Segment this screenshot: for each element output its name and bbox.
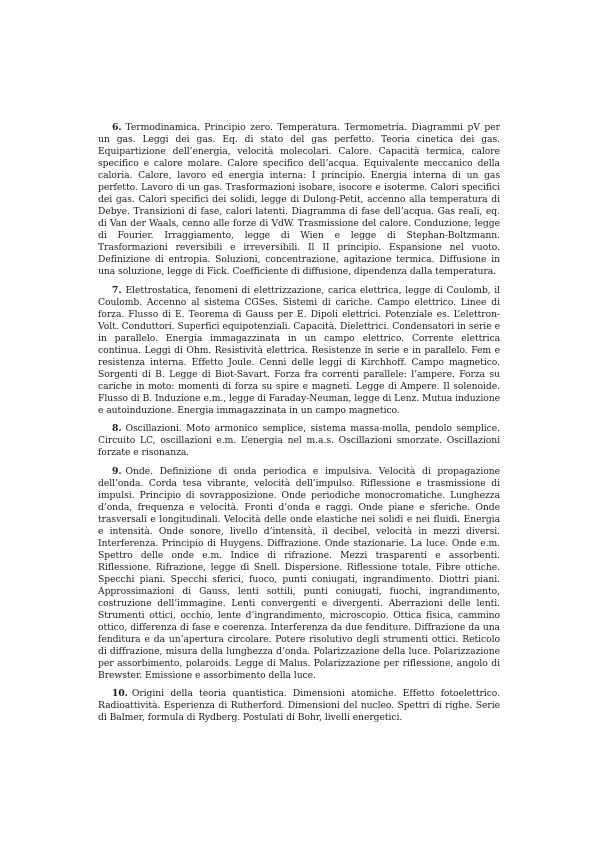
section-7 xyxy=(98,285,500,417)
section-text: Oscillazioni. Moto armonico semplice, sistema massa-molla, pendolo semplice. Circuito LC, oscillazioni e.m. L’energia nel m.a.s. Oscillazioni smorzate. Oscillazioni forzate e risonanza. xyxy=(98,423,500,458)
section-number: 6. xyxy=(112,122,122,133)
section-number: 10. xyxy=(112,688,128,699)
section-10 xyxy=(98,688,500,724)
section-text: Onde. Definizione di onda periodica e impulsiva. Velocità di propagazione dell’onda. Corda tesa vibrante, velocità dell’impulso. Riflessione e trasmissione di impulsi. Principio di sovrapposizione. Onde periodiche monocromatiche. Lunghezza d’onda, frequenza e velocità. Fronti d’onda e raggi. Onde piane e sferiche. Onde trasversali e longitudinali. Velocità delle onde elastiche nei solidi e nei fluidi. Energia e intensità. Onde sonore, livello d’intensità, il decibel, velocità in mezzi diversi. Interferenza. Principio di Huygens. Diffrazione. Onde stazionarie. La luce. Onde e.m. Spettro delle onde e.m. Indice di rifrazione. Mezzi trasparenti e assorbenti. Riflessione. Rifrazione, legge di Snell. Dispersione. Riflessione totale. Fibre ottiche. Specchi piani. Specchi sferici, fuoco, punti coniugati, ingrandimento. Diottri piani. Approssimazioni di Gauss, lenti sottili, punti coniugati, fuochi, ingrandimento, costruzione dell’immagine. Lenti convergenti e divergenti. Aberrazioni delle lenti. Strumenti ottici, occhio, lente d’ingrandimento, microscopio. Ottica fisica, cammino ottico, differenza di fase e coerenza. Interferenza da due fenditure. Diffrazione da una fenditura e da un’apertura circolare. Potere risolutivo degli strumenti ottici. Reticolo di diffrazione, misura della lunghezza d’onda. Polarizzazione della luce. Polarizzazione per assorbimento, polaroids. Legge di Malus. Polarizzazione per riflessione, angolo di Brewster. Emissione e assorbimento della luce. xyxy=(98,465,500,681)
section-text: Origini della teoria quantistica. Dimensioni atomiche. Effetto fotoelettrico. Radioattività. Esperienza di Rutherford. Dimensioni del nucleo. Spettri di righe. Serie di Balmer, formula di Rydberg. Postulati di Bohr, livelli energetici. xyxy=(98,688,500,723)
section-8 xyxy=(98,423,500,459)
section-number: 7. xyxy=(112,284,122,296)
section-text: Elettrostatica, fenomeni di elettrizzazione, carica elettrica, legge di Coulomb, il Coulomb. Accenno al sistema CGSes. Sistemi di cariche. Campo elettrico. Linee di forza. Flusso di E. Teorema di Gauss per E. Dipoli elettrici. Potenziale es. L’elettron-Volt. Conduttori. Superfici equipotenziali. Capacità. Dielettrici. Condensatori in serie e in parallelo. Energia immagazzinata in un campo elettrico. Corrente elettrica continua. Leggi di Ohm. Resistività elettrica. Resistenze in serie e in parallelo. Fem e resistenza interna. Effetto Joule. Cenni delle leggi di Kirchhoff. Campo magnetico. Sorgenti di B. Legge di Biot-Savart. Forza fra correnti parallele: l’ampere. Forza su cariche in moto: momenti di forza su spire e magneti. Legge di Ampere. Il solenoide. Flusso di B. Induzione e.m., legge di Faraday-Neuman, legge di Lenz. Mutua induzione e autoinduzione. Energia immagazzinata in un campo magnetico. xyxy=(98,284,500,416)
syllabus-body xyxy=(98,122,500,731)
section-number: 8. xyxy=(112,423,122,434)
section-6 xyxy=(98,122,500,278)
section-9 xyxy=(98,466,500,682)
section-number: 9. xyxy=(112,465,122,477)
section-text: Termodinamica. Principio zero. Temperatura. Termometria. Diagrammi pV per un gas. Leggi dei gas. Eq. di stato del gas perfetto. Teoria cinetica dei gas. Equipartizione dell’energia, velocità molecolari. Calore. Capacità termica, calore specifico e calore molare. Calore specifico dell’acqua. Equivalente meccanico della caloria. Calore, lavoro ed energia interna: I principio. Energia interna di un gas perfetto. Lavoro di un gas. Trasformazioni isobare, isocore e isoterme. Calori specifici dei gas. Calori specifici dei solidi, legge di Dulong-Petit, accenno alla temperatura di Debye. Transizioni di fase, calori latenti. Diagramma di fase dell’acqua. Gas reali, eq. di Van der Waals, cenno alle forze di VdW. Trasmissione del calore. Conduzione, legge di Fourier. Irraggiamento, legge di Wien e legge di Stephan-Boltzmann. Trasformazioni reversibili e irreversibili. Il II principio. Espansione nel vuoto. Definizione di entropia. Soluzioni, concentrazione, agitazione termica. Diffusione in una soluzione, legge di Fick. Coefficiente di diffusione, dipendenza dalla temperatura. xyxy=(98,122,500,277)
